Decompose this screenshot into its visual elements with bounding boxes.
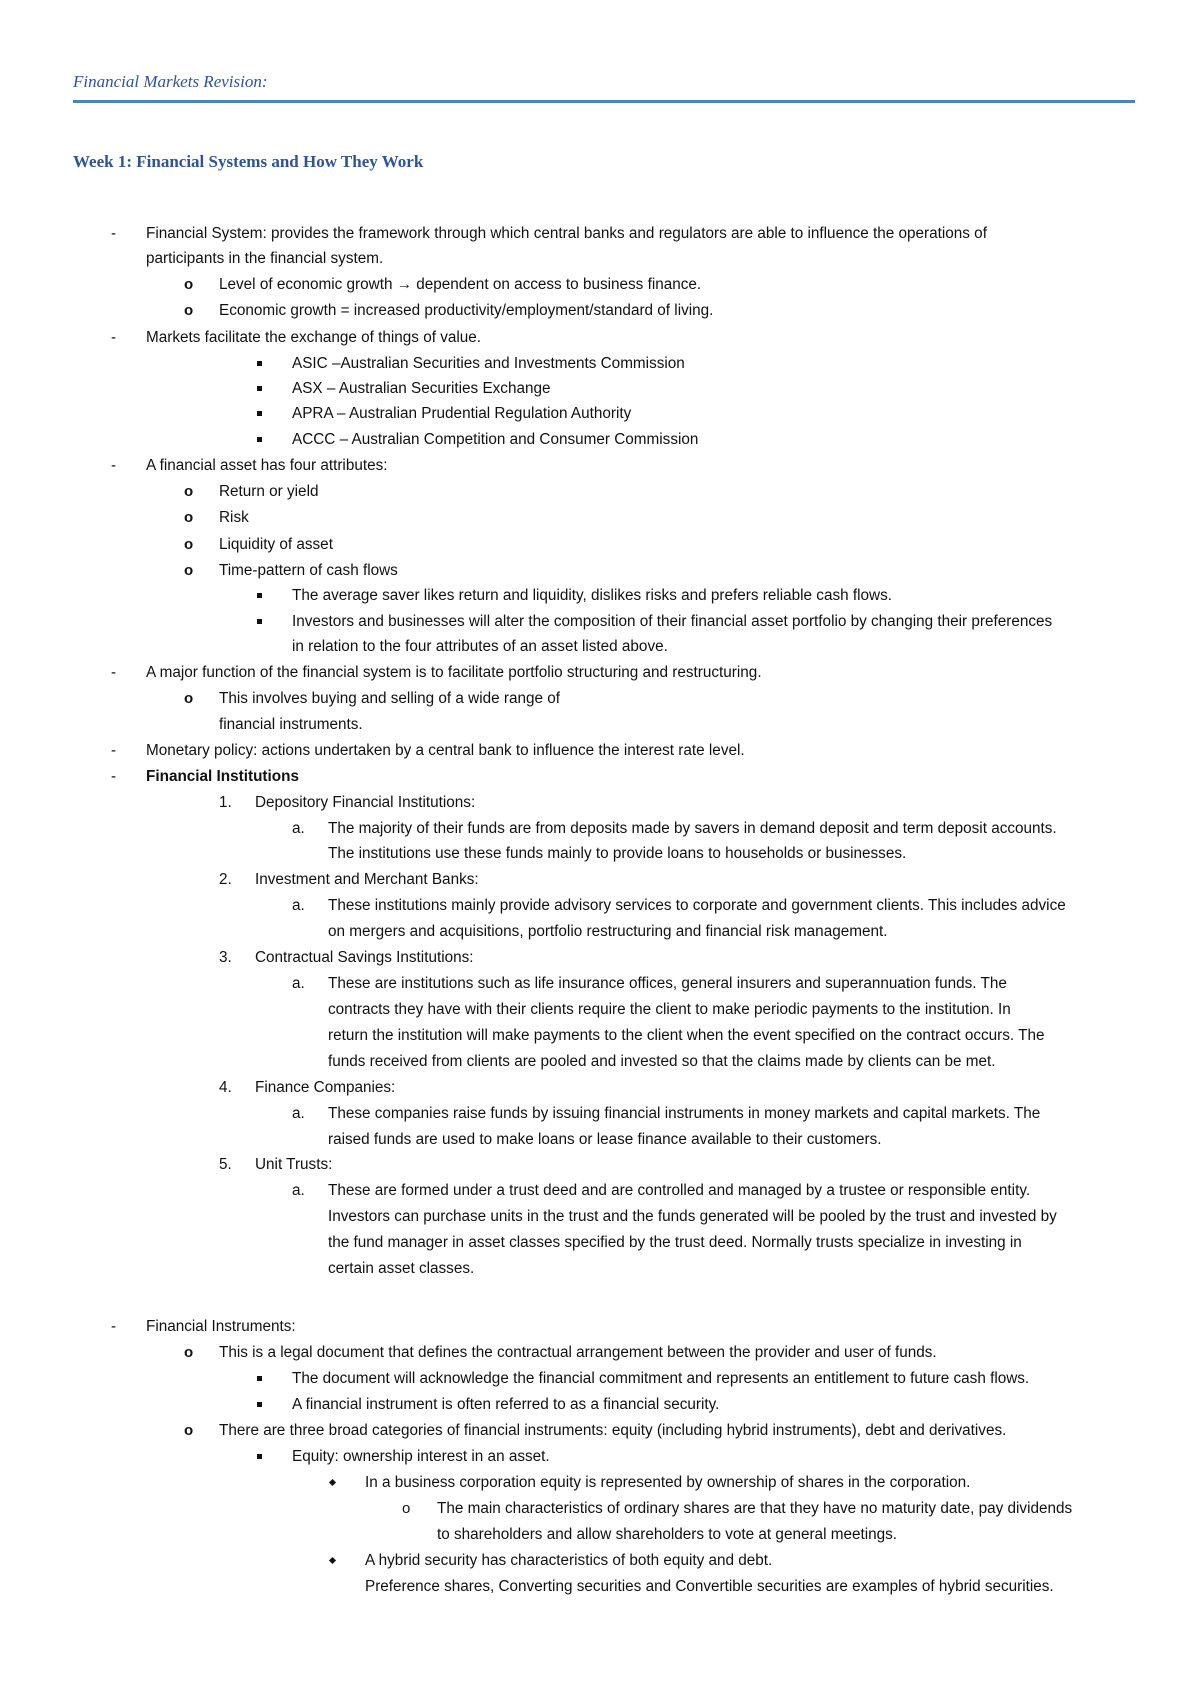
- numbered-marker: 1.: [219, 794, 232, 811]
- dash-bullet: -: [111, 329, 117, 346]
- letter-marker: a.: [292, 975, 305, 992]
- letter-marker: a.: [292, 1182, 305, 1199]
- header-divider: [73, 100, 1135, 103]
- list-item: Preference shares, Converting securities and Convertible securities are examples of hybrid securities.: [365, 1578, 1054, 1595]
- list-item: There are three broad categories of financial instruments: equity (including hybrid instruments), debt and derivatives.: [219, 1422, 1007, 1439]
- list-item: contracts they have with their clients require the client to make periodic payments to the institution. In: [328, 1001, 1011, 1018]
- o-bullet: o: [184, 1344, 194, 1361]
- list-item: in relation to the four attributes of an asset listed above.: [292, 638, 668, 655]
- dash-bullet: -: [111, 768, 117, 785]
- list-item: A major function of the financial system is to facilitate portfolio structuring and restructuring.: [146, 664, 762, 681]
- list-item: This is a legal document that defines the contractual arrangement between the provider and user of funds.: [219, 1344, 937, 1361]
- o-bullet: o: [184, 302, 194, 319]
- o-bullet: o: [184, 276, 194, 293]
- list-item: Contractual Savings Institutions:: [255, 949, 474, 966]
- week-1-heading: Week 1: Financial Systems and How They Work: [73, 152, 424, 171]
- list-item: Investment and Merchant Banks:: [255, 871, 479, 888]
- letter-marker: a.: [292, 820, 305, 837]
- list-item: return the institution will make payments to the client when the event specified on the contract occurs. The: [328, 1027, 1045, 1044]
- square-bullet: [257, 1402, 262, 1407]
- list-item: participants in the financial system.: [146, 250, 384, 267]
- o-bullet: o: [402, 1500, 411, 1517]
- list-item: These are formed under a trust deed and are controlled and managed by a trustee or responsible entity.: [328, 1182, 1031, 1199]
- list-item: These companies raise funds by issuing financial instruments in money markets and capital markets. The: [328, 1105, 1041, 1122]
- dash-bullet: -: [111, 457, 117, 474]
- list-item: Equity: ownership interest in an asset.: [292, 1448, 550, 1465]
- o-bullet: o: [184, 690, 194, 707]
- list-item: ASIC –Australian Securities and Investments Commission: [292, 355, 685, 372]
- list-item: A financial asset has four attributes:: [146, 457, 388, 474]
- list-item: Return or yield: [219, 483, 319, 500]
- list-item: Investors can purchase units in the trust and the funds generated will be pooled by the trust and invested by: [328, 1208, 1057, 1225]
- list-item: ASX – Australian Securities Exchange: [292, 380, 551, 397]
- list-item: Monetary policy: actions undertaken by a central bank to influence the interest rate level.: [146, 742, 745, 759]
- list-item: The main characteristics of ordinary shares are that they have no maturity date, pay dividends: [437, 1500, 1073, 1517]
- numbered-marker: 4.: [219, 1079, 232, 1096]
- list-item: the fund manager in asset classes specified by the trust deed. Normally trusts specialize in investing in: [328, 1234, 1022, 1251]
- dash-bullet: -: [111, 1318, 117, 1335]
- list-item: raised funds are used to make loans or lease finance available to their customers.: [328, 1131, 882, 1148]
- list-item: Financial System: provides the framework through which central banks and regulators are able to influence the operations of: [146, 225, 987, 242]
- list-item: The institutions use these funds mainly to provide loans to households or businesses.: [328, 845, 907, 862]
- list-item: The majority of their funds are from deposits made by savers in demand deposit and term deposit accounts.: [328, 820, 1057, 837]
- list-item: Time-pattern of cash flows: [219, 562, 398, 579]
- o-bullet: o: [184, 1422, 194, 1439]
- list-item: This involves buying and selling of a wide range of: [219, 690, 560, 707]
- list-item: certain asset classes.: [328, 1260, 475, 1277]
- list-item: Finance Companies:: [255, 1079, 396, 1096]
- list-item: ACCC – Australian Competition and Consumer Commission: [292, 431, 699, 448]
- dash-bullet: -: [111, 225, 117, 242]
- o-bullet: o: [184, 562, 194, 579]
- list-item: on mergers and acquisitions, portfolio restructuring and financial risk management.: [328, 923, 888, 940]
- list-item: funds received from clients are pooled and invested so that the claims made by clients can be met.: [328, 1053, 996, 1070]
- dash-bullet: -: [111, 742, 117, 759]
- square-bullet: [257, 386, 262, 391]
- square-bullet: [257, 361, 262, 366]
- o-bullet: o: [184, 536, 194, 553]
- square-bullet: [257, 1454, 262, 1459]
- section-heading: Financial Institutions: [146, 768, 299, 785]
- numbered-marker: 5.: [219, 1156, 232, 1173]
- list-item: The document will acknowledge the financial commitment and represents an entitlement to future cash flows.: [292, 1370, 1030, 1387]
- list-item: APRA – Australian Prudential Regulation Authority: [292, 405, 632, 422]
- list-item: Depository Financial Institutions:: [255, 794, 476, 811]
- dash-bullet: -: [111, 664, 117, 681]
- list-item: The average saver likes return and liquidity, dislikes risks and prefers reliable cash flows.: [292, 587, 892, 604]
- list-item: Financial Instruments:: [146, 1318, 296, 1335]
- list-item: to shareholders and allow shareholders to vote at general meetings.: [437, 1526, 898, 1543]
- list-item: financial instruments.: [219, 716, 363, 733]
- list-item: Risk: [219, 509, 249, 526]
- list-item: Economic growth = increased productivity/employment/standard of living.: [219, 302, 714, 319]
- list-item: Markets facilitate the exchange of things of value.: [146, 329, 482, 346]
- diamond-bullet: [329, 1557, 336, 1564]
- list-item: Level of economic growth → dependent on access to business finance.: [219, 276, 702, 293]
- square-bullet: [257, 593, 262, 598]
- square-bullet: [257, 1376, 262, 1381]
- list-item: These are institutions such as life insurance offices, general insurers and superannuation funds. The: [328, 975, 1007, 992]
- letter-marker: a.: [292, 897, 305, 914]
- square-bullet: [257, 619, 262, 624]
- list-item: These institutions mainly provide advisory services to corporate and government clients. This includes advice: [328, 897, 1066, 914]
- list-item: In a business corporation equity is represented by ownership of shares in the corporation.: [365, 1474, 971, 1491]
- numbered-marker: 3.: [219, 949, 232, 966]
- square-bullet: [257, 411, 262, 416]
- document-header-title: Financial Markets Revision:: [73, 72, 268, 91]
- o-bullet: o: [184, 483, 194, 500]
- list-item: A hybrid security has characteristics of both equity and debt.: [365, 1552, 773, 1569]
- list-item: Investors and businesses will alter the composition of their financial asset portfolio by changing their preferences: [292, 613, 1053, 630]
- o-bullet: o: [184, 509, 194, 526]
- list-item: Liquidity of asset: [219, 536, 333, 553]
- list-item: A financial instrument is often referred to as a financial security.: [292, 1396, 720, 1413]
- list-item: Unit Trusts:: [255, 1156, 333, 1173]
- numbered-marker: 2.: [219, 871, 232, 888]
- diamond-bullet: [329, 1479, 336, 1486]
- square-bullet: [257, 437, 262, 442]
- letter-marker: a.: [292, 1105, 305, 1122]
